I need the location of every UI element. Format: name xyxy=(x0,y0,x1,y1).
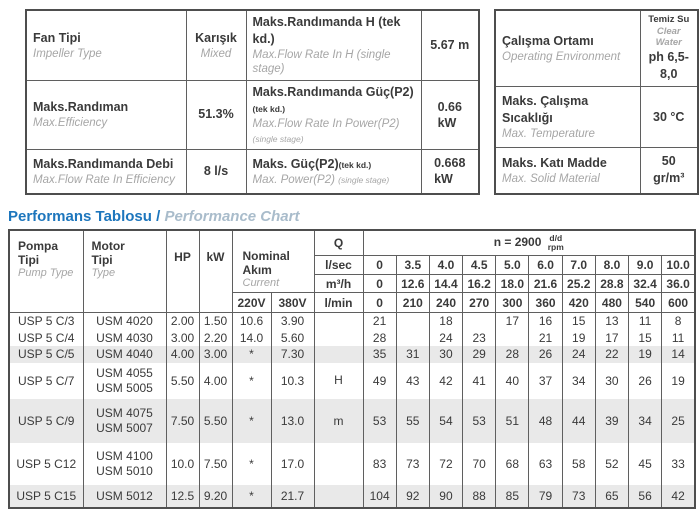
head-value-cell: 11 xyxy=(629,313,662,330)
current-220v-cell: * xyxy=(232,399,271,443)
header-q: Q xyxy=(314,230,363,256)
table-header-row xyxy=(9,230,695,256)
spec-label2-tr-small: (tek kd.) xyxy=(338,159,372,170)
section-title xyxy=(8,208,700,225)
table-row xyxy=(26,150,479,194)
head-value-cell: 34 xyxy=(562,363,595,399)
head-value-cell xyxy=(396,330,429,346)
q-lmin-value: 420 xyxy=(562,293,595,313)
head-value-cell: 48 xyxy=(529,399,562,443)
motor-type-line1: USM 4055 xyxy=(96,365,153,380)
header-hp: HP xyxy=(166,230,199,313)
h-unit-cell: H xyxy=(314,363,363,399)
motor-type-cell xyxy=(83,399,166,443)
spec-label-en: Operating Environment xyxy=(502,50,621,63)
header-nominal-current xyxy=(232,230,314,293)
spec-table-left xyxy=(25,9,480,195)
head-value-cell: 37 xyxy=(529,363,562,399)
current-380v-cell: 10.3 xyxy=(271,363,314,399)
kw-cell: 4.00 xyxy=(199,363,232,399)
spec-label-tr: Maks. Katı Madde xyxy=(502,155,607,170)
table-row xyxy=(9,330,695,346)
head-value-cell: 49 xyxy=(363,363,396,399)
spec-label-cell xyxy=(246,10,421,80)
spec-label-cell xyxy=(495,148,640,194)
pump-type-cell: USP 5 C/5 xyxy=(9,346,83,363)
q-m3h-value: 21.6 xyxy=(529,275,562,293)
h-unit-cell xyxy=(314,330,363,346)
spec-value-cell xyxy=(640,148,698,194)
header-speed-unit-top: d/d xyxy=(549,232,563,243)
spec-label-cell xyxy=(495,86,640,147)
table-row xyxy=(495,10,698,86)
head-value-cell: 51 xyxy=(496,399,529,443)
header-speed-value: n = 2900 xyxy=(493,234,542,249)
head-value-cell: 56 xyxy=(629,485,662,508)
head-value-cell: 21 xyxy=(363,313,396,330)
section-title-en: Performance Chart xyxy=(164,207,300,225)
spec-value-main: 50 gr/m³ xyxy=(653,154,685,186)
head-value-cell: 28 xyxy=(496,346,529,363)
head-value-cell: 90 xyxy=(429,485,462,508)
spec-label2-en-small: (single stage) xyxy=(338,174,390,185)
head-value-cell: 104 xyxy=(363,485,396,508)
head-value-cell: 8 xyxy=(662,313,695,330)
hp-cell: 2.00 xyxy=(166,313,199,330)
head-value-cell: 19 xyxy=(629,346,662,363)
spec-value-cell xyxy=(186,150,246,194)
table-row xyxy=(26,80,479,150)
motor-type-cell: USM 4030 xyxy=(83,330,166,346)
head-value-cell: 42 xyxy=(429,363,462,399)
spec-value-cell xyxy=(421,150,479,194)
motor-type-cell xyxy=(83,363,166,399)
unit-lsec: l/sec xyxy=(314,256,363,275)
head-value-cell: 52 xyxy=(595,443,628,485)
spec-label2-en: Max.Flow Rate In H (single stage) xyxy=(252,48,391,76)
head-value-cell: 18 xyxy=(429,313,462,330)
q-lmin-value: 210 xyxy=(396,293,429,313)
head-value-cell: 35 xyxy=(363,346,396,363)
hp-cell: 3.00 xyxy=(166,330,199,346)
head-value-cell: 26 xyxy=(629,363,662,399)
q-lmin-value: 600 xyxy=(662,293,695,313)
head-value-cell: 33 xyxy=(662,443,695,485)
head-value-cell: 42 xyxy=(662,485,695,508)
pump-type-cell: USP 5 C/9 xyxy=(9,399,83,443)
spec-table-right xyxy=(494,9,699,195)
spec-label-cell xyxy=(246,80,421,150)
q-lmin-value: 300 xyxy=(496,293,529,313)
spec-label-tr: Maks. Çalışma Sıcaklığı xyxy=(502,93,589,125)
head-value-cell: 29 xyxy=(463,346,496,363)
head-value-cell: 53 xyxy=(363,399,396,443)
spec-label-en: Max. Temperature xyxy=(502,127,595,140)
q-m3h-value: 32.4 xyxy=(629,275,662,293)
head-value-cell: 70 xyxy=(463,443,496,485)
spec-label2-tr: Maks.Randımanda H (tek kd.) xyxy=(252,15,401,46)
head-value-cell: 54 xyxy=(429,399,462,443)
current-220v-cell: * xyxy=(232,443,271,485)
q-lsec-value: 7.0 xyxy=(562,256,595,275)
hp-cell: 12.5 xyxy=(166,485,199,508)
motor-type-line2: USM 5010 xyxy=(96,463,153,478)
kw-cell: 1.50 xyxy=(199,313,232,330)
spec-label-tr: Fan Tipi xyxy=(33,30,81,45)
spec-label2-en: Max. Power(P2) xyxy=(252,173,335,186)
header-speed xyxy=(363,230,695,256)
spec-value-cell xyxy=(640,86,698,147)
q-lmin-value: 360 xyxy=(529,293,562,313)
spec-label-cell xyxy=(26,150,186,194)
header-pump-type-tr: Pompa Tipi xyxy=(18,238,59,267)
q-lmin-value: 540 xyxy=(629,293,662,313)
table-row xyxy=(26,10,479,80)
head-value-cell: 22 xyxy=(595,346,628,363)
current-220v-cell: * xyxy=(232,363,271,399)
performance-table xyxy=(8,229,696,509)
q-lsec-value: 9.0 xyxy=(629,256,662,275)
spec-label-en: Max. Solid Material xyxy=(502,172,600,185)
h-unit-cell xyxy=(314,485,363,508)
head-value-cell: 34 xyxy=(629,399,662,443)
table-row xyxy=(495,86,698,147)
header-nominal-en: Current xyxy=(242,276,280,289)
head-value-cell: 73 xyxy=(562,485,595,508)
spec-label2-tr: Maks.Randımanda Güç(P2) xyxy=(252,84,414,99)
q-m3h-value: 0 xyxy=(363,275,396,293)
kw-cell: 9.20 xyxy=(199,485,232,508)
h-unit-cell xyxy=(314,346,363,363)
head-value-cell: 55 xyxy=(396,399,429,443)
header-pump-type-en: Pump Type xyxy=(18,266,74,279)
head-value-cell xyxy=(396,313,429,330)
q-lsec-value: 10.0 xyxy=(662,256,695,275)
spec-value2-l1: 0.668 xyxy=(434,156,466,170)
kw-cell: 7.50 xyxy=(199,443,232,485)
section-title-tr: Performans Tablosu xyxy=(8,207,152,225)
spec-label-cell xyxy=(246,150,421,194)
head-value-cell: 65 xyxy=(595,485,628,508)
pump-type-cell: USP 5 C15 xyxy=(9,485,83,508)
motor-type-cell xyxy=(83,443,166,485)
table-row xyxy=(9,485,695,508)
table-row xyxy=(9,443,695,485)
header-pump-type xyxy=(9,230,83,313)
q-lmin-value: 480 xyxy=(595,293,628,313)
head-value-cell: 14 xyxy=(662,346,695,363)
header-nominal-tr: Nominal Akım xyxy=(242,248,290,277)
head-value-cell: 17 xyxy=(595,330,628,346)
spec-value2-l1: 0.66 xyxy=(437,99,462,114)
header-220v: 220V xyxy=(232,293,271,313)
hp-cell: 4.00 xyxy=(166,346,199,363)
head-value-cell: 45 xyxy=(629,443,662,485)
h-unit-cell xyxy=(314,443,363,485)
spec-value-small-italic: Clear Water xyxy=(655,25,682,49)
spec-label-en: Max.Flow Rate In Efficiency xyxy=(33,173,175,186)
pump-type-cell: USP 5 C/3 xyxy=(9,313,83,330)
spec-value-cell xyxy=(421,80,479,150)
h-unit-cell: m xyxy=(314,399,363,443)
kw-cell: 5.50 xyxy=(199,399,232,443)
q-m3h-value: 14.4 xyxy=(429,275,462,293)
q-lsec-value: 4.0 xyxy=(429,256,462,275)
q-lmin-value: 270 xyxy=(463,293,496,313)
spec-label2-tr-small: (tek kd.) xyxy=(252,104,286,115)
head-value-cell: 92 xyxy=(396,485,429,508)
head-value-cell: 23 xyxy=(463,330,496,346)
head-value-cell: 15 xyxy=(562,313,595,330)
table-row xyxy=(495,148,698,194)
spec-label-en: Max.Efficiency xyxy=(33,117,108,129)
head-value-cell: 13 xyxy=(595,313,628,330)
q-m3h-value: 12.6 xyxy=(396,275,429,293)
header-speed-unit-bottom: rpm xyxy=(547,241,564,252)
head-value-cell: 79 xyxy=(529,485,562,508)
head-value-cell: 44 xyxy=(562,399,595,443)
spec-value-cell xyxy=(186,10,246,80)
spec-label-cell xyxy=(26,80,186,150)
hp-cell: 10.0 xyxy=(166,443,199,485)
q-lsec-value: 8.0 xyxy=(595,256,628,275)
current-380v-cell: 17.0 xyxy=(271,443,314,485)
pump-type-cell: USP 5 C12 xyxy=(9,443,83,485)
current-220v-cell: 14.0 xyxy=(232,330,271,346)
hp-cell: 7.50 xyxy=(166,399,199,443)
spec-tables-row xyxy=(25,9,700,195)
head-value-cell: 11 xyxy=(662,330,695,346)
spec-value-cell xyxy=(421,10,479,80)
spec-value2-l1: 5.67 m xyxy=(430,38,470,53)
current-380v-cell: 13.0 xyxy=(271,399,314,443)
spec-label-tr: Maks.Randıman xyxy=(33,100,129,115)
head-value-cell xyxy=(496,330,529,346)
head-value-cell: 58 xyxy=(562,443,595,485)
table-row xyxy=(9,346,695,363)
head-value-cell: 88 xyxy=(463,485,496,508)
spec-value2-l2: kW xyxy=(437,115,457,130)
motor-type-line2: USM 5005 xyxy=(96,380,153,395)
q-lsec-value: 0 xyxy=(363,256,396,275)
head-value-cell: 24 xyxy=(429,330,462,346)
q-lmin-value: 0 xyxy=(363,293,396,313)
section-title-separator: / xyxy=(151,207,165,225)
spec-label2-tr: Maks. Güç(P2) xyxy=(252,156,339,171)
head-value-cell: 26 xyxy=(529,346,562,363)
motor-type-line1: USM 4100 xyxy=(96,448,153,463)
header-motor-type xyxy=(83,230,166,313)
header-motor-type-tr2: Tipi xyxy=(91,252,113,267)
header-kw: kW xyxy=(199,230,232,313)
head-value-cell: 28 xyxy=(363,330,396,346)
pump-type-cell: USP 5 C/7 xyxy=(9,363,83,399)
table-row xyxy=(9,399,695,443)
q-lmin-value: 240 xyxy=(429,293,462,313)
q-m3h-value: 25.2 xyxy=(562,275,595,293)
spec-value-cell xyxy=(640,10,698,86)
head-value-cell: 16 xyxy=(529,313,562,330)
head-value-cell: 30 xyxy=(429,346,462,363)
q-m3h-value: 18.0 xyxy=(496,275,529,293)
q-lsec-value: 5.0 xyxy=(496,256,529,275)
header-motor-type-tr1: Motor xyxy=(91,238,125,253)
head-value-cell: 30 xyxy=(595,363,628,399)
q-lsec-value: 4.5 xyxy=(463,256,496,275)
head-value-cell: 31 xyxy=(396,346,429,363)
spec-value2-l2: kW xyxy=(434,172,453,187)
current-380v-cell: 3.90 xyxy=(271,313,314,330)
spec-value-main: Karışık xyxy=(195,30,237,45)
spec-label-cell xyxy=(26,10,186,80)
hp-cell: 5.50 xyxy=(166,363,199,399)
spec-label-cell xyxy=(495,10,640,86)
kw-cell: 2.20 xyxy=(199,330,232,346)
spec-value-main: 30 °C xyxy=(653,109,685,124)
head-value-cell: 85 xyxy=(496,485,529,508)
spec-label-tr: Çalışma Ortamı xyxy=(502,33,594,48)
table-row xyxy=(9,313,695,330)
motor-type-cell: USM 4040 xyxy=(83,346,166,363)
head-value-cell: 63 xyxy=(529,443,562,485)
head-value-cell: 17 xyxy=(496,313,529,330)
header-380v: 380V xyxy=(271,293,314,313)
head-value-cell: 72 xyxy=(429,443,462,485)
current-380v-cell: 5.60 xyxy=(271,330,314,346)
table-row xyxy=(9,363,695,399)
kw-cell: 3.00 xyxy=(199,346,232,363)
spec-value-main: ph 6,5-8,0 xyxy=(648,49,689,81)
q-lsec-value: 3.5 xyxy=(396,256,429,275)
head-value-cell: 43 xyxy=(396,363,429,399)
head-value-cell: 68 xyxy=(496,443,529,485)
spec-value-small-dark: Temiz Su xyxy=(648,14,690,26)
motor-type-line1: USM 4075 xyxy=(96,405,153,420)
motor-type-cell: USM 4020 xyxy=(83,313,166,330)
q-m3h-value: 28.8 xyxy=(595,275,628,293)
q-m3h-value: 16.2 xyxy=(463,275,496,293)
head-value-cell: 40 xyxy=(496,363,529,399)
current-380v-cell: 7.30 xyxy=(271,346,314,363)
spec-label2-en: Max.Flow Rate In Power(P2) xyxy=(252,118,400,131)
motor-type-line2: USM 5007 xyxy=(96,420,153,435)
spec-value-main: 8 l/s xyxy=(203,163,229,178)
head-value-cell: 19 xyxy=(562,330,595,346)
h-unit-cell xyxy=(314,313,363,330)
unit-m3h: m³/h xyxy=(314,275,363,293)
head-value-cell xyxy=(463,313,496,330)
head-value-cell: 39 xyxy=(595,399,628,443)
head-value-cell: 19 xyxy=(662,363,695,399)
q-lsec-value: 6.0 xyxy=(529,256,562,275)
motor-type-cell: USM 5012 xyxy=(83,485,166,508)
spec-value-sub: Mixed xyxy=(200,47,232,60)
head-value-cell: 83 xyxy=(363,443,396,485)
spec-value-main: 51.3% xyxy=(198,107,234,122)
current-220v-cell: 10.6 xyxy=(232,313,271,330)
head-value-cell: 15 xyxy=(629,330,662,346)
head-value-cell: 24 xyxy=(562,346,595,363)
q-m3h-value: 36.0 xyxy=(662,275,695,293)
head-value-cell: 73 xyxy=(396,443,429,485)
spec-label-en: Impeller Type xyxy=(33,47,102,60)
current-220v-cell: * xyxy=(232,485,271,508)
head-value-cell: 41 xyxy=(463,363,496,399)
spec-label2-en-small: (single stage) xyxy=(252,133,304,144)
spec-value-cell xyxy=(186,80,246,150)
header-motor-type-en: Type xyxy=(91,266,116,279)
pump-type-cell: USP 5 C/4 xyxy=(9,330,83,346)
head-value-cell: 21 xyxy=(529,330,562,346)
current-380v-cell: 21.7 xyxy=(271,485,314,508)
unit-lmin: l/min xyxy=(314,293,363,313)
head-value-cell: 53 xyxy=(463,399,496,443)
spec-label-tr: Maks.Randımanda Debi xyxy=(33,156,174,171)
head-value-cell: 25 xyxy=(662,399,695,443)
current-220v-cell: * xyxy=(232,346,271,363)
